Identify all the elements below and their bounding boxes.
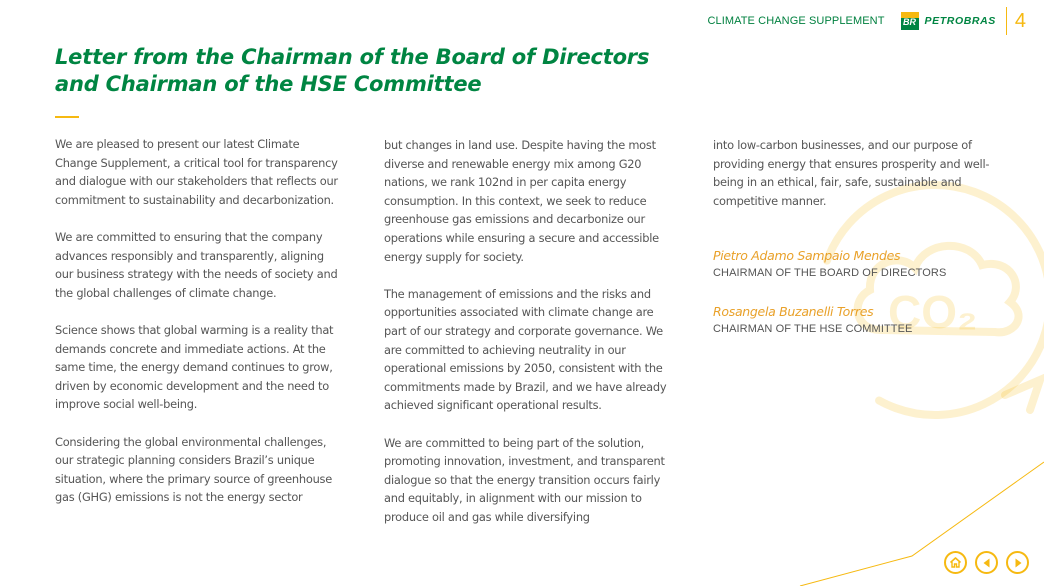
paragraph: We are committed to ensuring that the company advances responsibly and transparently, aligning our business strategy with the needs of society and the global challenges of climate change. (55, 229, 338, 300)
paragraph: into low-carbon businesses, and our purpose of providing energy that ensures prosperity and well-being in an ethical, fair, safe, sustainable and competitive manner. (713, 138, 990, 208)
arrow-head-icon (1005, 380, 1040, 410)
previous-page-button[interactable] (975, 551, 998, 574)
co2-label: CO₂ (888, 286, 978, 338)
signature-role: CHAIRMAN OF THE HSE COMMITTEE (713, 323, 913, 335)
petrobras-logo (901, 12, 996, 30)
home-button[interactable] (944, 551, 967, 574)
title-line-2: and Chairman of the HSE Committee (55, 72, 482, 96)
paragraph: The management of emissions and the risks and opportunities associated with climate change are part of our strategy and corporate governance. We are committed to achieving neutrality in our operational emissions by 2050, consistent with the commitments made by Brazil, and we have already achieved significant operational results. (384, 286, 667, 413)
text-column-2 (384, 136, 669, 545)
signature-role: CHAIRMAN OF THE BOARD OF DIRECTORS (713, 267, 947, 279)
supplement-title: CLIMATE CHANGE SUPPLEMENT (707, 15, 885, 27)
next-page-button[interactable] (1006, 551, 1029, 574)
paragraph: We are pleased to present our latest Climate Change Supplement, a critical tool for transparency and dialogue with our stakeholders that reflects our commitment to sustainability and decarbonization. (55, 137, 338, 207)
arrow-left-icon (981, 557, 993, 569)
signature-chairman-board (713, 247, 946, 281)
signature-name: Pietro Adamo Sampaio Mendes (713, 248, 901, 263)
paragraph: Science shows that global warming is a reality that demands concrete and immediate actions. At the same time, the energy demand continues to grow, driven by economic development and the need to improve social well-being. (55, 322, 334, 412)
home-icon (949, 556, 962, 569)
signature-chairman-hse (713, 303, 912, 337)
paragraph: but changes in land use. Despite having the most diverse and renewable energy mix among G20 nations, we rank 102nd in per capita energy consumption. In this context, we seek to reduce greenhouse gas emissions and decarbonize our operations while ensuring a secure and accessible energy supply for society. (384, 138, 659, 264)
header-divider (1006, 7, 1007, 35)
petrobras-wordmark: PETROBRAS (924, 15, 996, 27)
paragraph: We are committed to being part of the solution, promoting innovation, investment, and transparent dialogue so that the energy transition occurs fairly and equitably, in alignment with our mission to produce oil and gas while diversifying (384, 435, 665, 524)
signature-name: Rosangela Buzanelli Torres (713, 304, 874, 319)
arrow-right-icon (1012, 557, 1024, 569)
title-underline (55, 116, 79, 118)
text-column-1 (55, 135, 340, 525)
page-header (707, 8, 1026, 34)
text-column-3 (713, 136, 1003, 229)
paragraph: Considering the global environmental challenges, our strategic planning considers Brazil’s unique situation, where the primary source of greenhouse gas (GHG) emissions is not the energy sector (55, 434, 332, 505)
br-logo-text: BR (903, 17, 917, 27)
title-line-1: Letter from the Chairman of the Board of Directors (55, 45, 650, 69)
page-title (55, 44, 649, 98)
br-logo-icon (901, 12, 919, 30)
page-number: 4 (1014, 10, 1026, 32)
